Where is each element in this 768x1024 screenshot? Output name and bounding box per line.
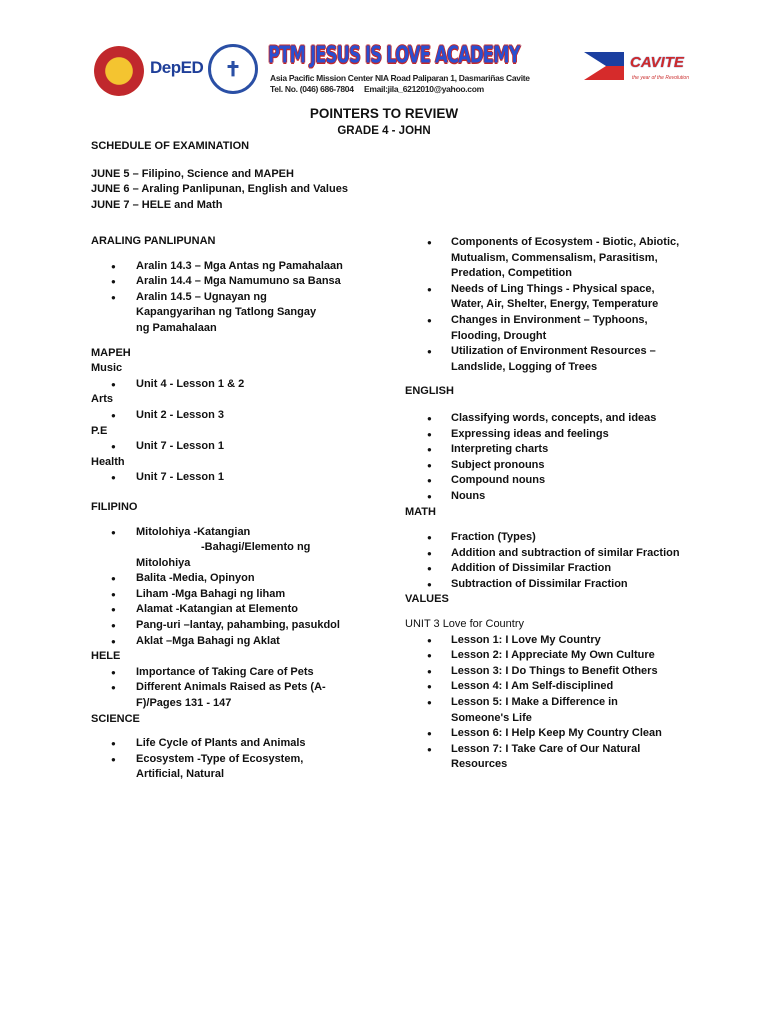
schedule-item: JUNE 6 – Araling Panlipunan, English and Values [91, 183, 348, 196]
address: Asia Pacific Mission Center NIA Road Paliparan 1, Dasmariñas Cavite [270, 73, 530, 83]
list-item: ● Unit 2 - Lesson 3 [91, 408, 391, 424]
list-item: ● Lesson 5: I Make a Difference in Someone's Life [405, 695, 690, 726]
music-heading: Music [91, 362, 123, 375]
list-item-continuation: -Bahagi/Elemento ng [201, 541, 311, 554]
schedule-item: JUNE 7 – HELE and Math [91, 198, 223, 211]
school-name: PTM JESUS IS LOVE ACADEMY [268, 40, 520, 69]
hele-heading: HELE [91, 650, 121, 663]
cavite-logo: CAVITE [630, 54, 684, 71]
page-subtitle: GRADE 4 - JOHN [337, 125, 431, 137]
list-item: ● Subject pronouns [405, 458, 690, 474]
filipino-heading: FILIPINO [91, 500, 138, 513]
list-item: ● Unit 7 - Lesson 1 [91, 439, 391, 455]
list-item: ● Pang-uri –lantay, pahambing, pasukdol [91, 618, 391, 634]
list-item: ● Addition and subtraction of similar Fraction [405, 546, 690, 562]
english-heading: ENGLISH [405, 385, 454, 398]
philippine-flag-icon [584, 52, 624, 80]
list-item: ● Balita -Media, Opinyon [91, 571, 391, 587]
list-item: ● Classifying words, concepts, and ideas [405, 411, 690, 427]
ap-list [91, 259, 391, 337]
list-item: ● Lesson 7: I Take Care of Our Natural Resources [405, 742, 690, 773]
letterhead [90, 42, 690, 100]
list-item: ● Lesson 1: I Love My Country [405, 633, 690, 649]
list-item: ● Changes in Environment – Typhoons, Flooding, Drought [405, 313, 690, 344]
list-item: ● Liham -Mga Bahagi ng liham [91, 587, 391, 603]
school-address [270, 73, 530, 95]
schedule-heading: SCHEDULE OF EXAMINATION [91, 140, 250, 152]
list-item: ● Aralin 14.3 – Mga Antas ng Pamahalaan [91, 259, 391, 275]
list-item: ● Life Cycle of Plants and Animals [91, 736, 391, 752]
arts-heading: Arts [91, 393, 114, 406]
school-seal-logo [94, 46, 144, 96]
list-item: ● Lesson 3: I Do Things to Benefit Others [405, 664, 690, 680]
schedule-section [91, 139, 348, 213]
mapeh-heading: MAPEH [91, 346, 131, 359]
ap-heading: ARALING PANLIPUNAN [91, 235, 216, 247]
list-item: ● Compound nouns [405, 473, 690, 489]
values-unit: UNIT 3 Love for Country [405, 618, 525, 631]
list-item: ● Different Animals Raised as Pets (A-F)/Pages 131 - 147 [91, 680, 391, 711]
deped-logo: DepED [150, 58, 204, 77]
list-item: ● Aralin 14.5 – Ugnayan ng Kapangyarihan ng Tatlong Sangay ng Pamahalaan [91, 290, 391, 337]
list-item: ● Nouns [405, 489, 690, 505]
page-title: POINTERS TO REVIEW [309, 106, 459, 121]
right-column [405, 235, 690, 773]
list-item: ● Lesson 6: I Help Keep My Country Clean [405, 726, 690, 742]
values-heading: VALUES [405, 593, 449, 606]
academy-seal-logo: ✝ [208, 44, 258, 94]
schedule-item: JUNE 5 – Filipino, Science and MAPEH [91, 167, 294, 180]
list-item: ● Expressing ideas and feelings [405, 427, 690, 443]
filipino-list [91, 525, 391, 650]
list-item: ● Addition of Dissimilar Fraction [405, 561, 690, 577]
health-heading: Health [91, 455, 125, 468]
math-heading: MATH [405, 505, 436, 518]
email: Email:jila_6212010@yahoo.com [363, 84, 484, 94]
list-item: ● Fraction (Types) [405, 530, 690, 546]
list-item: ● Ecosystem -Type of Ecosystem, Artificial, Natural [91, 752, 391, 783]
list-item: ● Alamat -Katangian at Elemento [91, 602, 391, 618]
list-item: ● Utilization of Environment Resources – Landslide, Logging of Trees [405, 344, 690, 375]
list-item: ● Mitolohiya -Katangian [91, 525, 391, 541]
cavite-tagline: the year of the Revolution [632, 75, 689, 81]
list-item: ● Aklat –Mga Bahagi ng Aklat [91, 634, 391, 650]
list-item: ● Importance of Taking Care of Pets [91, 665, 391, 681]
list-item: ● Lesson 2: I Appreciate My Own Culture [405, 648, 690, 664]
list-item: ● Interpreting charts [405, 442, 690, 458]
phone: Tel. No. (046) 686-7804 [270, 84, 354, 94]
list-item: ● Unit 7 - Lesson 1 [91, 470, 391, 486]
list-item: ● Subtraction of Dissimilar Fraction [405, 577, 690, 593]
list-item: ● Lesson 4: I Am Self-disciplined [405, 679, 690, 695]
list-item: ● Aralin 14.4 – Mga Namumuno sa Bansa [91, 274, 391, 290]
science-heading: SCIENCE [91, 712, 140, 725]
list-item: ● Needs of Ling Things - Physical space, Water, Air, Shelter, Energy, Temperature [405, 282, 690, 313]
pe-heading: P.E [91, 424, 108, 437]
list-item: ● Components of Ecosystem - Biotic, Abiotic, Mutualism, Commensalism, Parasitism, Predation, Competition [405, 235, 690, 282]
list-item: ● Unit 4 - Lesson 1 & 2 [91, 377, 391, 393]
list-item-continuation: Mitolohiya [136, 556, 191, 569]
left-column [91, 234, 391, 783]
